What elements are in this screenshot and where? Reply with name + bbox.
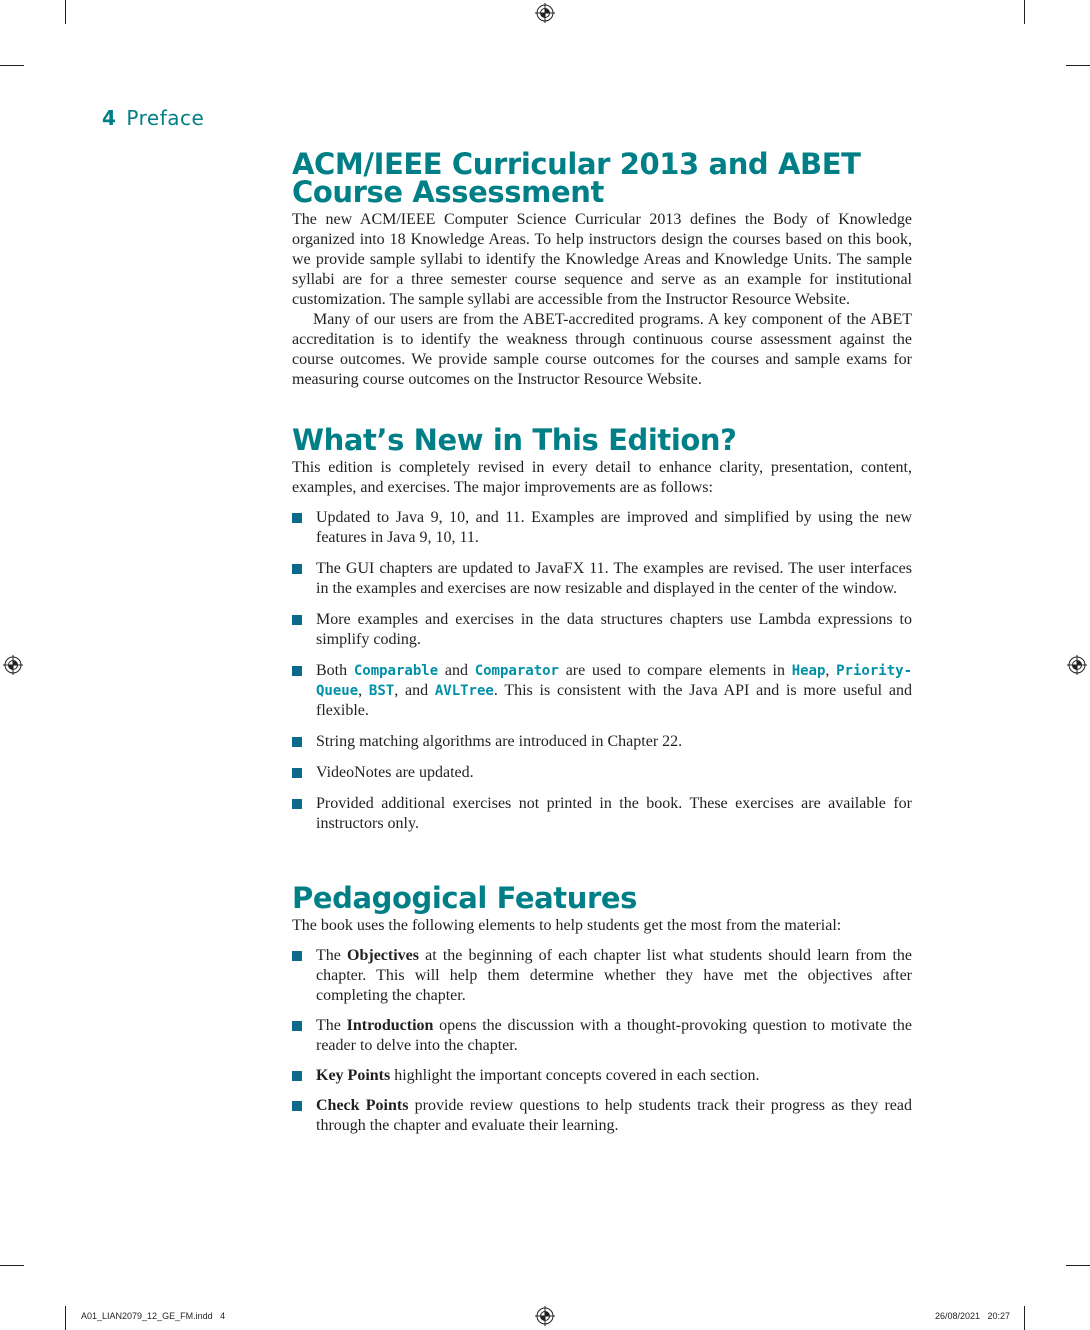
list-item-text: The GUI chapters are updated to JavaFX 11. The examples are revised. The user interfaces in the examples and exercises are now resizable and displayed in the center of the window.: [316, 560, 912, 597]
text-run: provide review questions to help students track their progress as they read through the chapter and evaluate their learning.: [316, 1097, 913, 1134]
text-run: The: [316, 1017, 347, 1034]
crop-mark: [1066, 1265, 1090, 1266]
bullet-list: [292, 508, 912, 834]
code-term: Comparator: [474, 663, 559, 679]
bullet-list: [292, 946, 912, 1136]
text-run: highlight the important concepts covered in each section.: [390, 1067, 760, 1084]
section-pedagogical-features: [292, 881, 913, 1136]
list-item: [292, 1016, 912, 1056]
bullet-icon: [292, 564, 302, 574]
bullet-icon: [292, 951, 302, 961]
list-item-text: Provided additional exercises not printed in the book. These exercises are available for instructors only.: [316, 795, 912, 832]
section-heading: [292, 147, 912, 209]
code-term: Heap: [791, 663, 826, 679]
bullet-icon: [292, 513, 302, 523]
code-term: BST: [368, 683, 395, 699]
running-head: [102, 106, 204, 130]
bullet-icon: [292, 666, 302, 676]
list-item: [292, 610, 912, 650]
text-run: at the beginning of each chapter list what students should learn from the chapter. This will help them determine whether they have met the objectives after completing the chapter.: [316, 947, 913, 1004]
list-item: [292, 559, 912, 599]
crop-mark: [0, 65, 24, 66]
crop-mark: [1024, 0, 1025, 24]
bullet-icon: [292, 768, 302, 778]
crop-mark: [1066, 65, 1090, 66]
text-run: ,: [358, 682, 369, 699]
list-item-text: VideoNotes are updated.: [316, 764, 474, 781]
list-item: [292, 508, 912, 548]
section-heading: What’s New in This Edition?: [292, 423, 737, 457]
code-term: Comparable: [353, 663, 439, 679]
section-intro: This edition is completely revised in every detail to enhance clarity, presentation, content, examples, and exercises. The major improvements are as follows:: [292, 459, 912, 496]
section-heading-line: Course Assessment: [292, 175, 604, 209]
list-item: [292, 732, 912, 752]
text-run: are used to compare elements in: [558, 662, 792, 679]
text-run: Both: [316, 662, 354, 679]
list-item: [292, 763, 912, 783]
list-item: [292, 946, 912, 1006]
crop-mark: [1024, 1306, 1025, 1330]
bullet-icon: [292, 1021, 302, 1031]
term: Introduction: [346, 1017, 434, 1034]
page-number: 4: [102, 106, 117, 130]
text-run: and: [438, 662, 475, 679]
section-heading: Pedagogical Features: [292, 881, 638, 915]
term: Check Points: [316, 1097, 409, 1114]
text-run: . This is consistent with the Java API and is more useful and flexible.: [316, 682, 912, 719]
registration-mark-icon: [1067, 655, 1087, 675]
paragraph: The new ACM/IEEE Computer Science Curricular 2013 defines the Body of Knowledge organized into 18 Knowledge Areas. To help instructors design the courses based on this book, we provide sample syllabi to identify the Knowledge Areas and Knowledge Units. The sample syllabi are for a three semester course sequence and serve as an example for institutional customization. The sample syllabi are accessible from the Instructor Resource Website.: [292, 211, 912, 308]
section-heading-line: ACM/IEEE Curricular 2013 and ABET: [292, 147, 861, 181]
crop-mark: [0, 1265, 24, 1266]
registration-mark-icon: [535, 3, 555, 23]
text-run: The: [316, 947, 348, 964]
registration-mark-icon: [3, 655, 23, 675]
list-item: [292, 1096, 912, 1136]
slug-file: A01_LIAN2079_12_GE_FM.indd 4: [81, 1311, 226, 1321]
list-item: [292, 1066, 912, 1086]
text-run: opens the discussion with a thought-provoking question to motivate the reader to delve into the chapter.: [316, 1017, 913, 1054]
section-intro: The book uses the following elements to help students get the most from the material:: [292, 917, 842, 934]
registration-mark-icon: [535, 1306, 555, 1326]
text-run: , and: [394, 682, 435, 699]
bullet-icon: [292, 737, 302, 747]
section-acm-ieee: [292, 147, 912, 390]
crop-mark: [65, 0, 66, 24]
code-term: Priority-Queue: [316, 663, 912, 699]
list-item-text: String matching algorithms are introduced in Chapter 22.: [316, 733, 683, 750]
code-term: AVLTree: [434, 683, 494, 699]
paragraph: Many of our users are from the ABET-accredited programs. A key component of the ABET accreditation is to identify the weakness through continuous course assessment against the course outcomes. We provide sample course outcomes for the courses and sample exams for measuring course outcomes on the Instructor Resource Website.: [292, 311, 912, 388]
list-item-text: Updated to Java 9, 10, and 11. Examples are improved and simplified by using the new features in Java 9, 10, 11.: [316, 509, 912, 546]
list-item: [292, 794, 912, 834]
crop-mark: [65, 1306, 66, 1330]
bullet-icon: [292, 799, 302, 809]
term: Objectives: [347, 947, 419, 964]
slug-timestamp: 26/08/2021 20:27: [935, 1311, 1011, 1321]
text-run: ,: [825, 662, 837, 679]
section-whats-new: [292, 423, 912, 834]
page-body: [292, 147, 913, 1146]
running-head-title: Preface: [126, 106, 205, 130]
list-item: [292, 661, 912, 721]
term: Key Points: [316, 1067, 391, 1084]
bullet-icon: [292, 1101, 302, 1111]
list-item-text: More examples and exercises in the data structures chapters use Lambda expressions to simplify coding.: [316, 611, 912, 648]
bullet-icon: [292, 615, 302, 625]
bullet-icon: [292, 1071, 302, 1081]
